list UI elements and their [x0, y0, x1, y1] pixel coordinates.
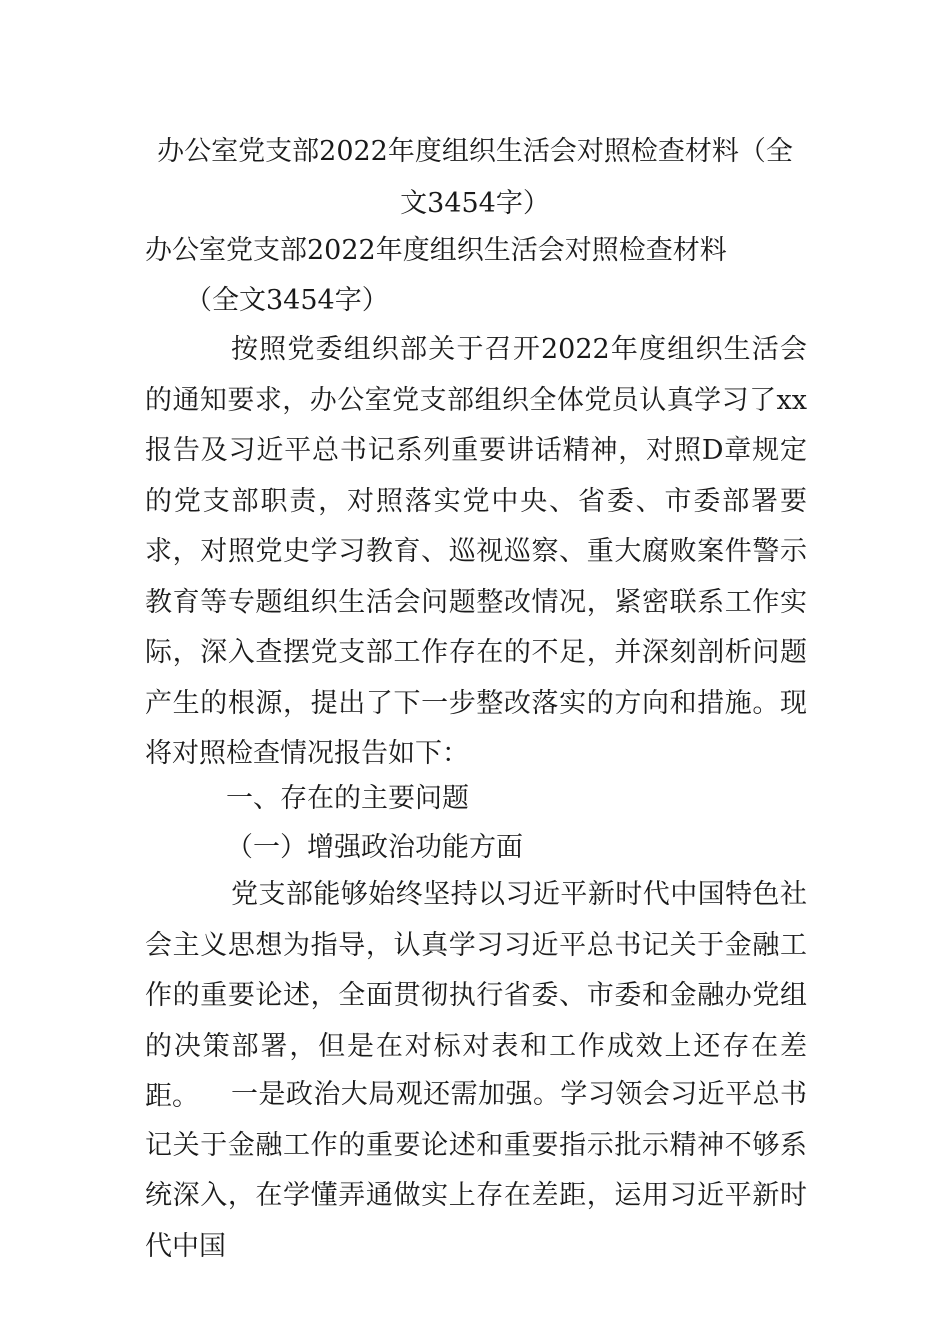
document-title: 办公室党支部2022年度组织生活会对照检查材料（全文3454字）	[157, 136, 793, 219]
document-subtitle: 办公室党支部2022年度组织生活会对照检查材料	[145, 235, 727, 266]
word-count-note: （全文3454字）	[185, 285, 389, 316]
body-paragraph: 党支部能够始终坚持以习近平新时代中国特色社会主义思想为指导，认真学习习近平总书记关于金融工作的重要论述，全面贯彻执行省委、市委和金融办党组的决策部署，但是在对标对表和工作成效上还存在差距。	[145, 879, 807, 1112]
body-paragraph: 一是政治大局观还需加强。学习领会习近平总书记关于金融工作的重要论述和重要指示批示精神不够系统深入，在学懂弄通做实上存在差距，运用习近平新时代中国	[145, 1079, 807, 1262]
intro-paragraph: 按照党委组织部关于召开2022年度组织生活会的通知要求，办公室党支部组织全体党员认真学习了xx报告及习近平总书记系列重要讲话精神，对照D章规定的党支部职责，对照落实党中央、省委、市委部署要求，对照党史学习教育、巡视巡察、重大腐败案件警示教育等专题组织生活会问题整改情况，紧密联系工作实际，深入查摆党支部工作存在的不足，并深刻剖析问题产生的根源，提出了下一步整改落实的方向和措施。现将对照检查情况报告如下：	[145, 334, 807, 769]
section-heading: 一、存在的主要问题	[226, 783, 469, 814]
subsection-heading: （一）增强政治功能方面	[226, 832, 523, 863]
